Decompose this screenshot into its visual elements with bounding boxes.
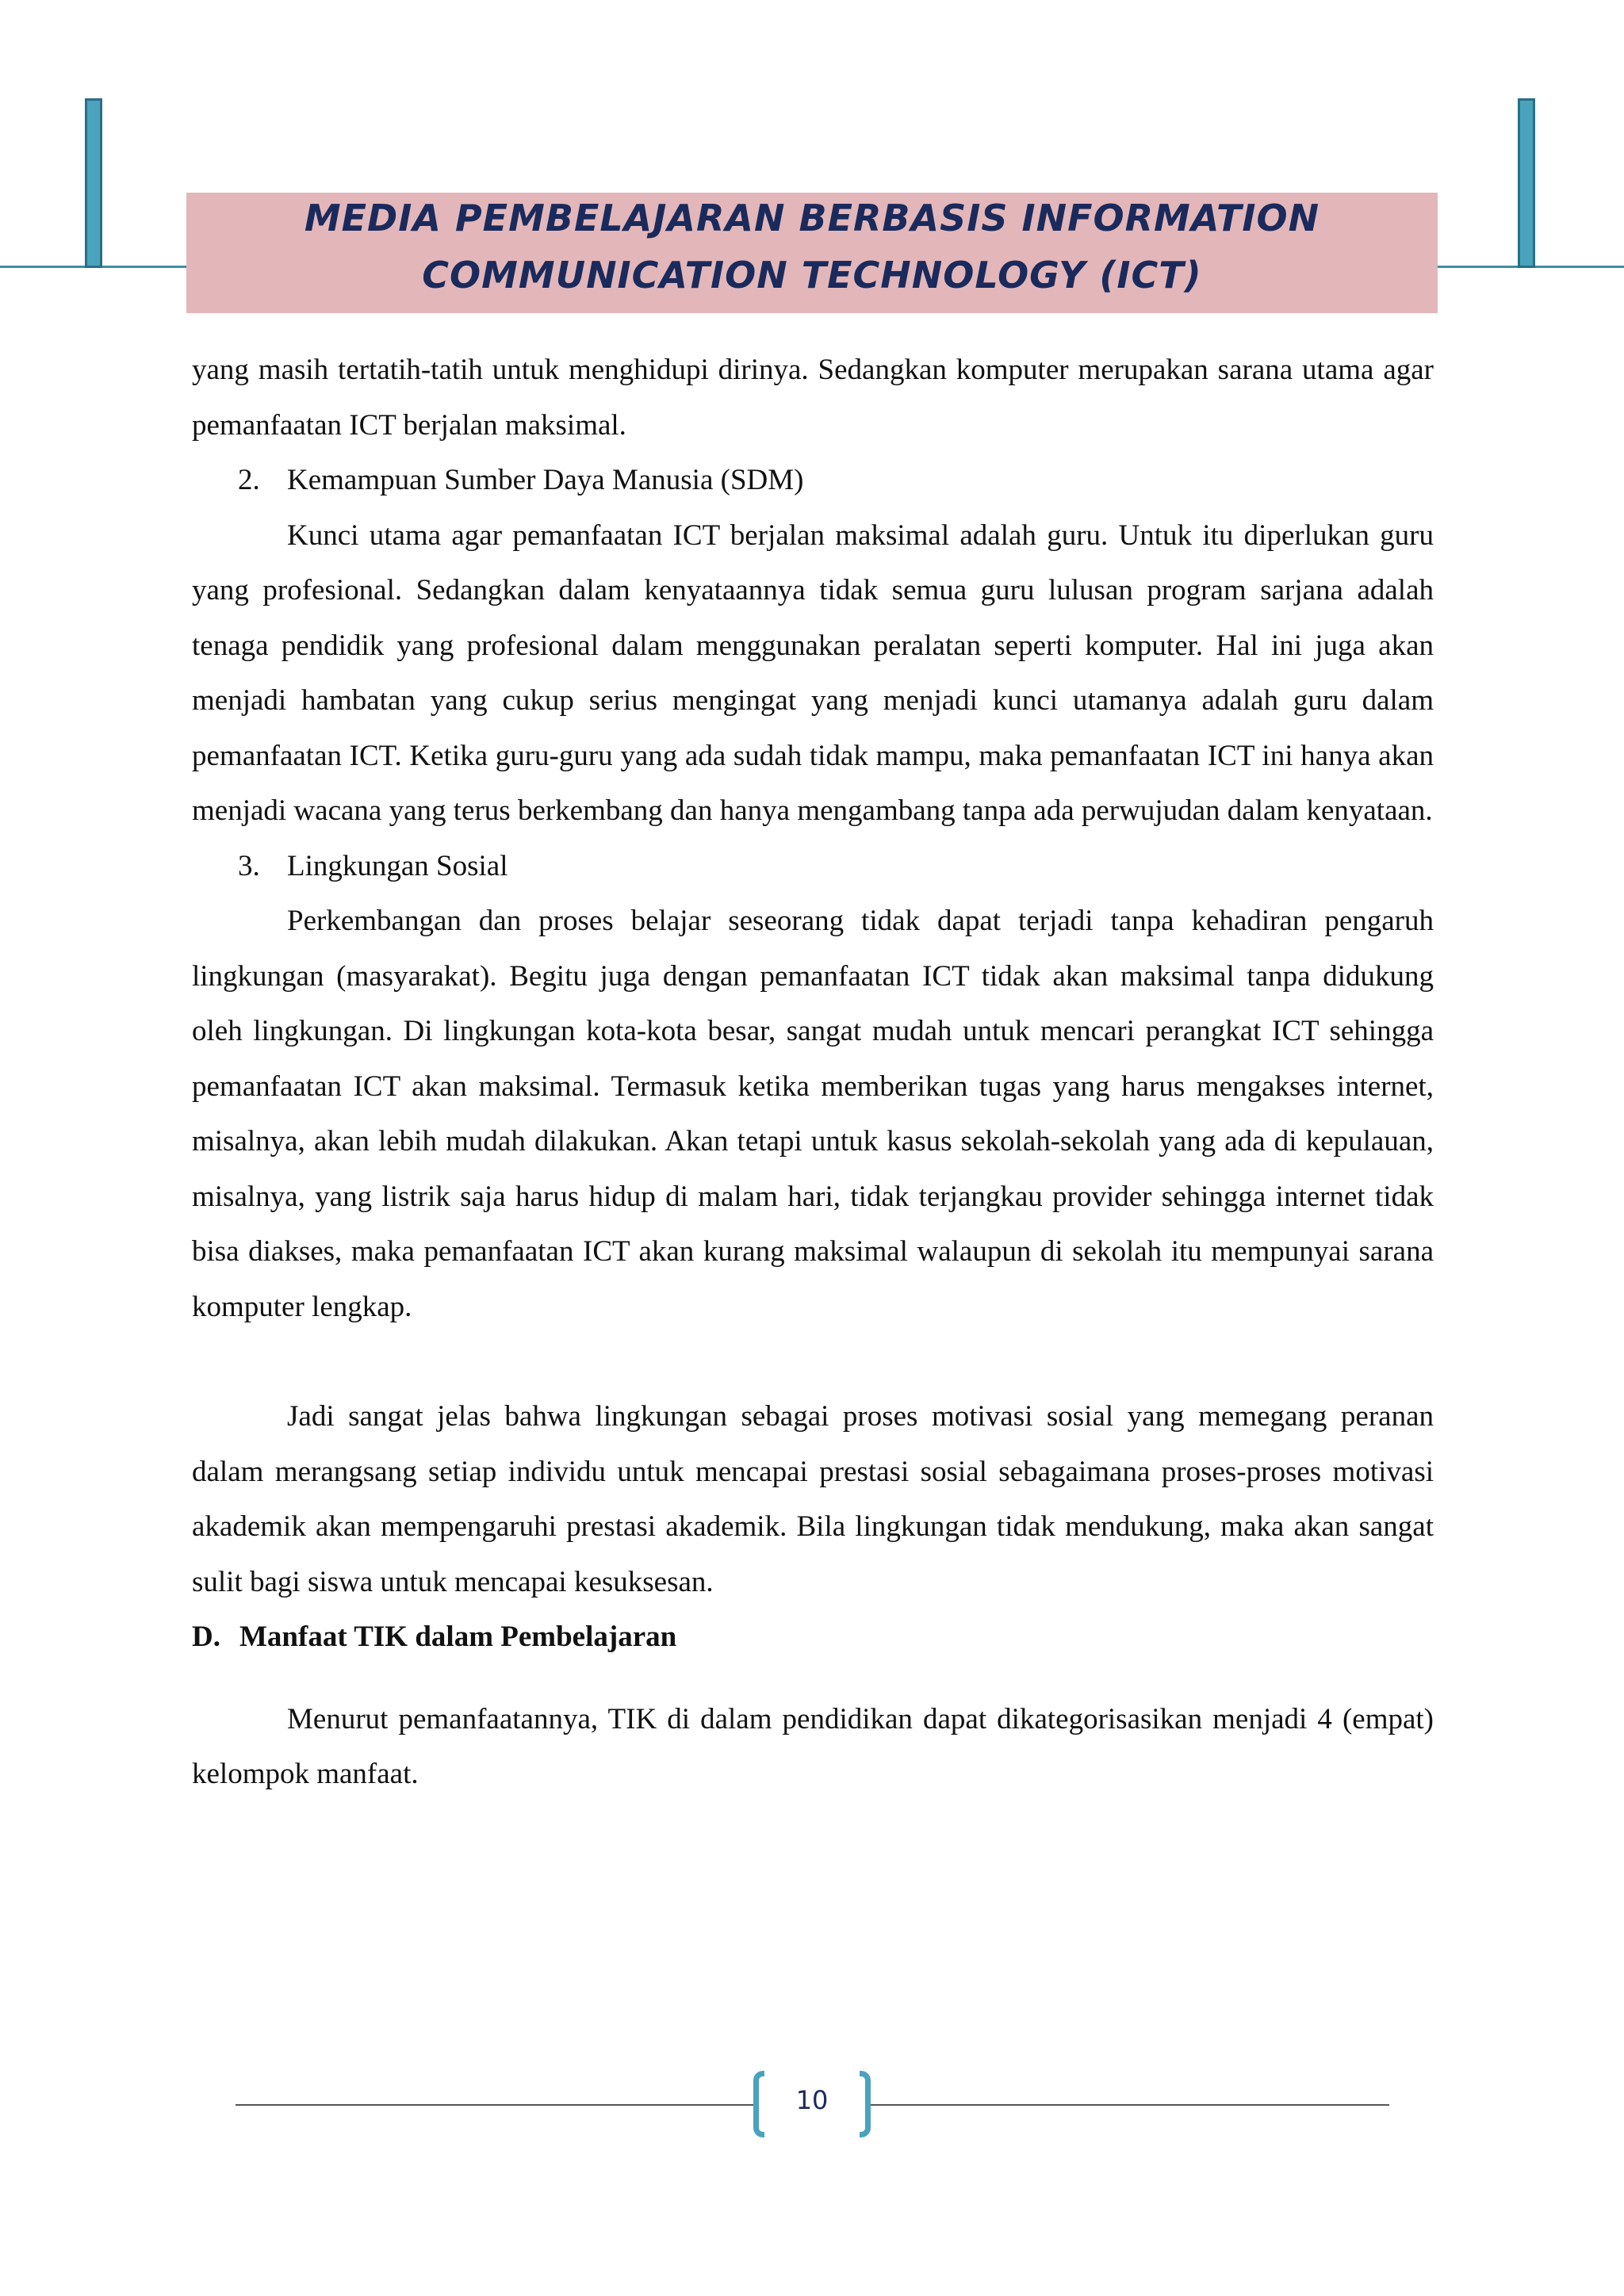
section-heading [192, 1609, 1434, 1665]
list-item-number: 3. [238, 849, 260, 882]
spacer [192, 1665, 1434, 1692]
page-number: 10 [795, 2085, 829, 2115]
list-item-title: Kemampuan Sumber Daya Manusia (SDM) [287, 464, 804, 496]
conclusion-paragraph: Jadi sangat jelas bahwa lingkungan sebagai proses motivasi sosial yang memegang peranan dalam merangsang setiap individu untuk mencapai prestasi sosial sebagaimana proses-proses motivasi akademik akan mempengaruhi prestasi akademik. Bila lingkungan tidak mendukung, maka akan sangat sulit bagi siswa untuk mencapai kesuksesan. [192, 1400, 1434, 1598]
list-item-2-heading [192, 453, 1434, 508]
list-item-3-paragraph: Perkembangan dan proses belajar seseorang tidak dapat terjadi tanpa kehadiran pengaruh lingkungan (masyarakat). Begitu juga dengan pemanfaatan ICT tidak akan maksimal tanpa didukung oleh lingkungan. Di lingkungan kota-kota besar, sangat mudah untuk mencari perangkat ICT sehingga pemanfaatan ICT akan maksimal. Termasuk ketika memberikan tugas yang harus mengakses internet, misalnya, akan lebih mudah dilakukan. Akan tetapi untuk kasus sekolah-sekolah yang ada di kepulauan, misalnya, yang listrik saja harus hidup di malam hari, tidak terjangkau provider sehingga internet tidak bisa diakses, maka pemanfaatan ICT akan kurang maksimal walaupun di sekolah itu mempunyai sarana komputer lengkap. [192, 905, 1434, 1323]
footer-rule-left [236, 2104, 757, 2106]
header-title-line1: MEDIA PEMBELAJARAN BERBASIS INFORMATION [304, 197, 1320, 239]
list-item-2-paragraph: Kunci utama agar pemanfaatan ICT berjalan maksimal adalah guru. Untuk itu diperlukan guru yang profesional. Sedangkan dalam kenyataannya tidak semua guru lulusan program sarjana adalah tenaga pendidik yang profesional dalam menggunakan peralatan seperti komputer. Hal ini juga akan menjadi hambatan yang cukup serius mengingat yang menjadi kunci utamanya adalah guru dalam pemanfaatan ICT. Ketika guru-guru yang ada sudah tidak mampu, maka pemanfaatan ICT ini hanya akan menjadi wacana yang terus berkembang dan hanya mengambang tanpa ada perwujudan dalam kenyataan. [192, 519, 1434, 827]
footer-left-bracket [753, 2071, 764, 2137]
header-title-line2: COMMUNICATION TECHNOLOGY (ICT) [422, 254, 1202, 297]
section-label: D. [192, 1621, 220, 1653]
footer-rule-right [866, 2104, 1389, 2106]
list-item-number: 2. [238, 464, 260, 496]
section-title: Manfaat TIK dalam Pembelajaran [239, 1621, 677, 1653]
section-d-paragraph: Menurut pemanfaatannya, TIK di dalam pendidikan dapat dikategorisasikan menjadi 4 (empat) kelompok manfaat. [192, 1702, 1434, 1790]
header-right-bar [1518, 98, 1535, 268]
intro-paragraph: yang masih tertatih-tatih untuk menghidupi dirinya. Sedangkan komputer merupakan sarana utama agar pemanfaatan ICT berjalan maksimal. [192, 354, 1434, 442]
header-left-bar [85, 98, 102, 268]
spacer [192, 1334, 1434, 1389]
footer-right-bracket [860, 2071, 871, 2137]
list-item-3-heading [192, 839, 1434, 894]
page-content [192, 342, 1434, 1802]
list-item-title: Lingkungan Sosial [287, 849, 508, 882]
